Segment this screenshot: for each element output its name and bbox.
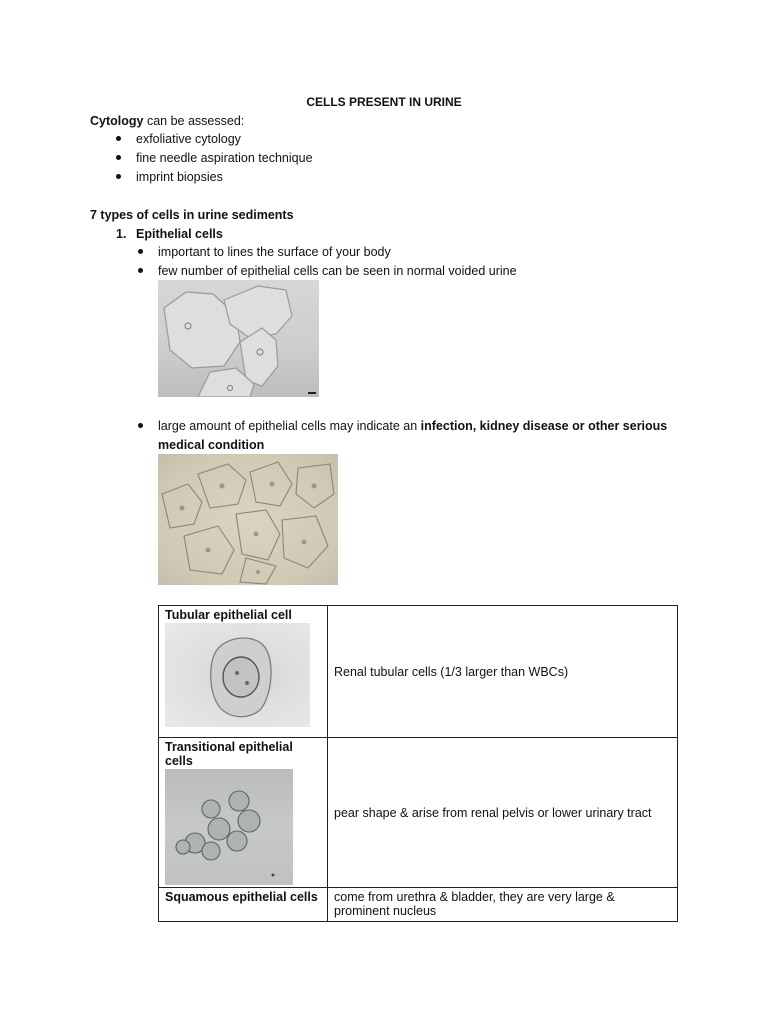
table-cell-name — [159, 606, 328, 738]
table-cell-name — [159, 888, 328, 922]
bullet-icon — [138, 268, 143, 273]
bullet-icon — [138, 423, 143, 428]
epithelial-bullet-3 — [158, 417, 667, 435]
section-heading: Epithelial cells — [136, 227, 223, 241]
cell-type-name: Squamous epithelial cells — [165, 890, 318, 904]
desc-line: prominent nucleus — [334, 904, 437, 918]
table-cell-desc: pear shape & arise from renal pelvis or lower urinary tract — [328, 738, 678, 888]
epithelial-bullet: important to lines the surface of your body — [158, 245, 391, 259]
types-heading: 7 types of cells in urine sediments — [90, 208, 294, 222]
bullet-text: large amount of epithelial cells may indicate an — [158, 419, 421, 433]
cytology-term: Cytology — [90, 114, 144, 128]
bullet-bold-text: infection, kidney disease or other serious — [420, 419, 668, 433]
table-row — [159, 606, 678, 738]
table-row — [159, 738, 678, 888]
cytology-item: imprint biopsies — [136, 170, 223, 184]
cytology-intro — [90, 112, 244, 130]
cytology-item: fine needle aspiration technique — [136, 151, 313, 165]
table-cell-desc — [328, 888, 678, 922]
bullet-icon — [116, 136, 121, 141]
bullet-icon — [116, 174, 121, 179]
many-epithelial-cells-micrograph — [158, 454, 338, 585]
cell-type-name: Transitional epithelial cells — [165, 740, 293, 768]
epithelial-cells-micrograph — [158, 280, 319, 397]
epithelial-bullet: few number of epithelial cells can be seen in normal voided urine — [158, 264, 517, 278]
page-title: CELLS PRESENT IN URINE — [306, 95, 462, 109]
tubular-cell-micrograph — [165, 623, 310, 727]
bullet-icon — [138, 249, 143, 254]
cell-type-name: Tubular epithelial cell — [165, 608, 292, 622]
desc-line: come from urethra & bladder, they are very large & — [334, 890, 615, 904]
bullet-icon — [116, 155, 121, 160]
table-row — [159, 888, 678, 922]
table-cell-name — [159, 738, 328, 888]
table-cell-desc: Renal tubular cells (1/3 larger than WBCs) — [328, 606, 678, 738]
section-number: 1. — [116, 227, 127, 241]
cytology-intro-text: can be assessed: — [143, 114, 245, 128]
bullet-bold-text-line2: medical condition — [158, 438, 265, 452]
transitional-cell-micrograph — [165, 769, 293, 885]
epithelial-cell-table — [158, 605, 678, 922]
cytology-item: exfoliative cytology — [136, 132, 241, 146]
